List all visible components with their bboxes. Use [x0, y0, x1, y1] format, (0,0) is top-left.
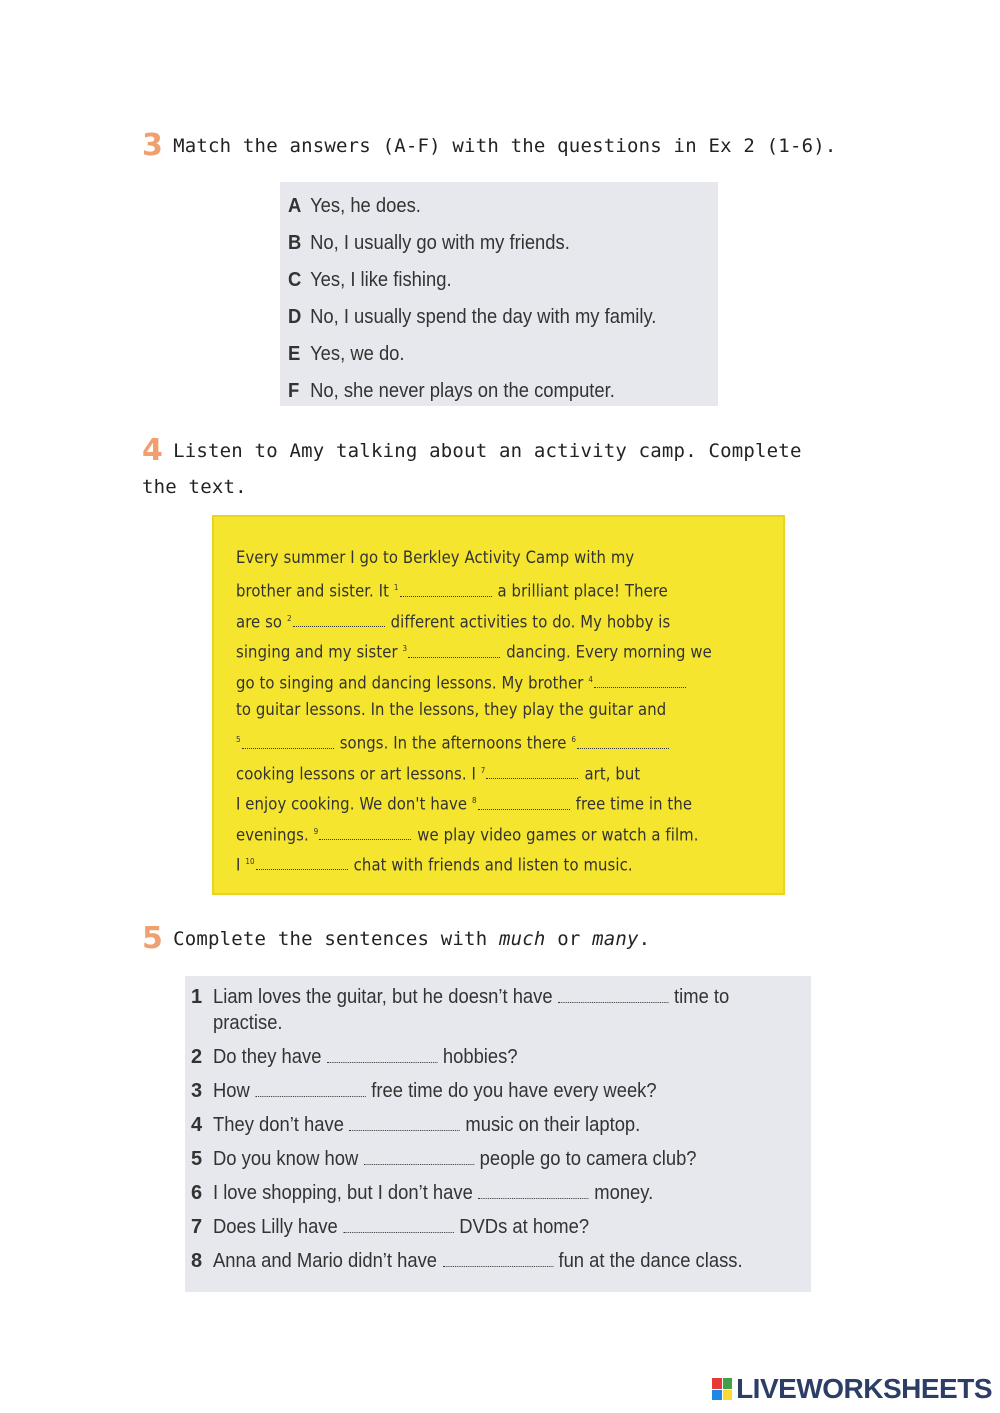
gap-number: 10 — [245, 856, 255, 866]
sentence-end: hobbies? — [442, 1046, 518, 1068]
text-segment: art, but — [584, 764, 641, 784]
answer-text: Yes, I like fishing. — [310, 269, 452, 291]
gap-blank[interactable] — [242, 736, 334, 749]
text-segment: evenings. — [236, 825, 309, 845]
sentence-text — [213, 1146, 758, 1172]
sentence-text — [213, 1214, 758, 1240]
text-segment: different activities to do. My hobby is — [390, 612, 671, 632]
sentence-end: fun at the dance class. — [558, 1250, 743, 1272]
text-segment: free time in the — [575, 794, 693, 814]
sentence-item — [191, 1214, 805, 1240]
answer-row — [288, 188, 676, 225]
sentence-text — [213, 1180, 758, 1206]
gap-number: 7 — [480, 765, 486, 775]
answer-row — [288, 225, 676, 262]
exercise-number: 4 — [142, 433, 164, 468]
word-or: or — [557, 928, 581, 950]
gap-blank[interactable] — [293, 614, 385, 627]
sentence-end: people go to camera club? — [479, 1148, 697, 1170]
answer-blank[interactable] — [443, 1252, 553, 1267]
text-line — [236, 817, 771, 847]
sentence-number: 5 — [191, 1148, 203, 1170]
text-segment: brother and sister. It — [236, 581, 390, 601]
answer-text: Yes, we do. — [310, 343, 405, 365]
gap-blank[interactable] — [408, 645, 500, 658]
answer-blank[interactable] — [349, 1116, 459, 1131]
sentence-item — [191, 984, 805, 1036]
sentence-number: 2 — [191, 1046, 203, 1068]
answer-blank[interactable] — [478, 1184, 588, 1199]
gap-blank[interactable] — [319, 827, 411, 840]
answer-letter: B — [288, 232, 302, 254]
answers-box — [280, 182, 718, 406]
exercise-instruction: Listen to Amy talking about an activity camp. Complete — [173, 440, 802, 462]
exercise-instruction: Match the answers (A-F) with the questions in Ex 2 (1-6). — [173, 135, 837, 157]
sentence-number: 8 — [191, 1250, 203, 1272]
gap-number: 3 — [402, 644, 408, 654]
sentence-item — [191, 1044, 805, 1070]
gap-blank[interactable] — [486, 766, 578, 779]
exercise-number: 3 — [142, 128, 164, 163]
sentences-box — [185, 976, 811, 1292]
gap-number: 2 — [286, 613, 292, 623]
sentence-start: How — [213, 1080, 250, 1102]
sentence-start: Anna and Mario didn’t have — [213, 1250, 438, 1272]
answer-letter: E — [288, 343, 301, 365]
answer-row — [288, 336, 676, 373]
sentence-number: 6 — [191, 1182, 203, 1204]
gap-blank[interactable] — [478, 797, 570, 810]
sentence-end: DVDs at home? — [459, 1216, 590, 1238]
text-segment: Every summer I go to Berkley Activity Camp with my — [236, 548, 635, 567]
text-line — [236, 725, 771, 755]
answer-row — [288, 262, 676, 299]
text-line — [236, 665, 771, 695]
answer-letter: D — [288, 306, 302, 328]
sentence-item — [191, 1248, 805, 1274]
text-segment: singing and my sister — [236, 642, 398, 662]
logo-mark-icon — [712, 1378, 732, 1400]
text-segment: cooking lessons or art lessons. I — [236, 764, 476, 784]
text-segment: go to singing and dancing lessons. My brother — [236, 673, 584, 693]
answer-blank[interactable] — [343, 1218, 453, 1233]
sentence-item — [191, 1112, 805, 1138]
answer-blank[interactable] — [364, 1150, 474, 1165]
answer-text: No, she never plays on the computer. — [310, 380, 615, 402]
gap-blank[interactable] — [594, 675, 686, 688]
sentence-number: 3 — [191, 1080, 203, 1102]
exercise-4-heading — [142, 433, 802, 498]
gap-number: 5 — [236, 735, 241, 745]
text-segment: songs. In the afternoons there — [339, 733, 567, 753]
text-segment: I — [236, 855, 241, 875]
answer-letter: F — [288, 380, 300, 402]
sentence-start: They don’t have — [213, 1114, 344, 1136]
text-segment: I enjoy cooking. We don't have — [236, 794, 468, 814]
gap-number: 8 — [471, 796, 477, 806]
sentence-text — [213, 1044, 758, 1070]
exercise-instruction-cont: the text. — [142, 476, 247, 498]
text-line — [236, 634, 771, 664]
gap-blank[interactable] — [256, 857, 348, 870]
sentence-end: time to practise. — [213, 986, 730, 1034]
gap-number: 6 — [571, 735, 577, 745]
sentence-start: Does Lilly have — [213, 1216, 338, 1238]
text-line — [236, 756, 771, 786]
sentence-number: 7 — [191, 1216, 203, 1238]
sentence-start: Do you know how — [213, 1148, 359, 1170]
text-segment: we play video games or watch a film. — [417, 825, 699, 845]
exercise-instruction: Complete the sentences with — [173, 928, 488, 950]
sentence-text — [213, 984, 758, 1036]
gap-blank[interactable] — [577, 736, 669, 749]
sentence-number: 1 — [191, 986, 203, 1008]
gap-number: 9 — [313, 826, 319, 836]
answer-text: No, I usually go with my friends. — [310, 232, 570, 254]
sentence-text — [213, 1078, 758, 1104]
text-line — [236, 573, 771, 603]
word-many: many — [592, 928, 639, 950]
text-line — [236, 695, 771, 725]
text-segment: to guitar lessons. In the lessons, they play the guitar and — [236, 699, 667, 719]
liveworksheets-logo[interactable] — [712, 1373, 992, 1405]
sentence-number: 4 — [191, 1114, 203, 1136]
text-segment: a brilliant place! There — [497, 581, 668, 601]
sentence-item — [191, 1146, 805, 1172]
gap-fill-text-box — [212, 515, 785, 895]
exercise-5-heading — [142, 921, 650, 956]
answer-row — [288, 373, 676, 410]
sentence-item — [191, 1180, 805, 1206]
text-segment: chat with friends and listen to music. — [353, 855, 633, 875]
text-line — [236, 847, 771, 877]
period: . — [638, 928, 651, 950]
answer-letter: C — [288, 269, 302, 291]
text-line — [236, 604, 771, 634]
sentence-end: money. — [594, 1182, 654, 1204]
sentence-end: free time do you have every week? — [371, 1080, 657, 1102]
sentence-text — [213, 1248, 758, 1274]
logo-text: LIVEWORKSHEETS — [736, 1373, 992, 1404]
sentence-start: Liam loves the guitar, but he doesn’t have — [213, 986, 553, 1008]
gap-blank[interactable] — [400, 584, 492, 597]
sentence-item — [191, 1078, 805, 1104]
exercise-number: 5 — [142, 921, 164, 956]
answer-blank[interactable] — [255, 1082, 365, 1097]
exercise-3-heading — [142, 128, 837, 163]
answer-row — [288, 299, 676, 336]
text-line — [236, 543, 771, 573]
gap-number: 1 — [393, 583, 399, 593]
text-line — [236, 786, 771, 816]
answer-letter: A — [288, 195, 302, 217]
sentence-text — [213, 1112, 758, 1138]
answer-blank[interactable] — [558, 988, 668, 1003]
answer-text: No, I usually spend the day with my family. — [310, 306, 657, 328]
text-segment: are so — [236, 612, 283, 632]
text-segment: dancing. Every morning we — [506, 642, 712, 662]
sentence-start: Do they have — [213, 1046, 322, 1068]
sentence-end: music on their laptop. — [465, 1114, 641, 1136]
answer-blank[interactable] — [327, 1048, 437, 1063]
answer-text: Yes, he does. — [310, 195, 421, 217]
sentence-start: I love shopping, but I don’t have — [213, 1182, 473, 1204]
gap-number: 4 — [588, 674, 594, 684]
word-much: much — [498, 928, 546, 950]
